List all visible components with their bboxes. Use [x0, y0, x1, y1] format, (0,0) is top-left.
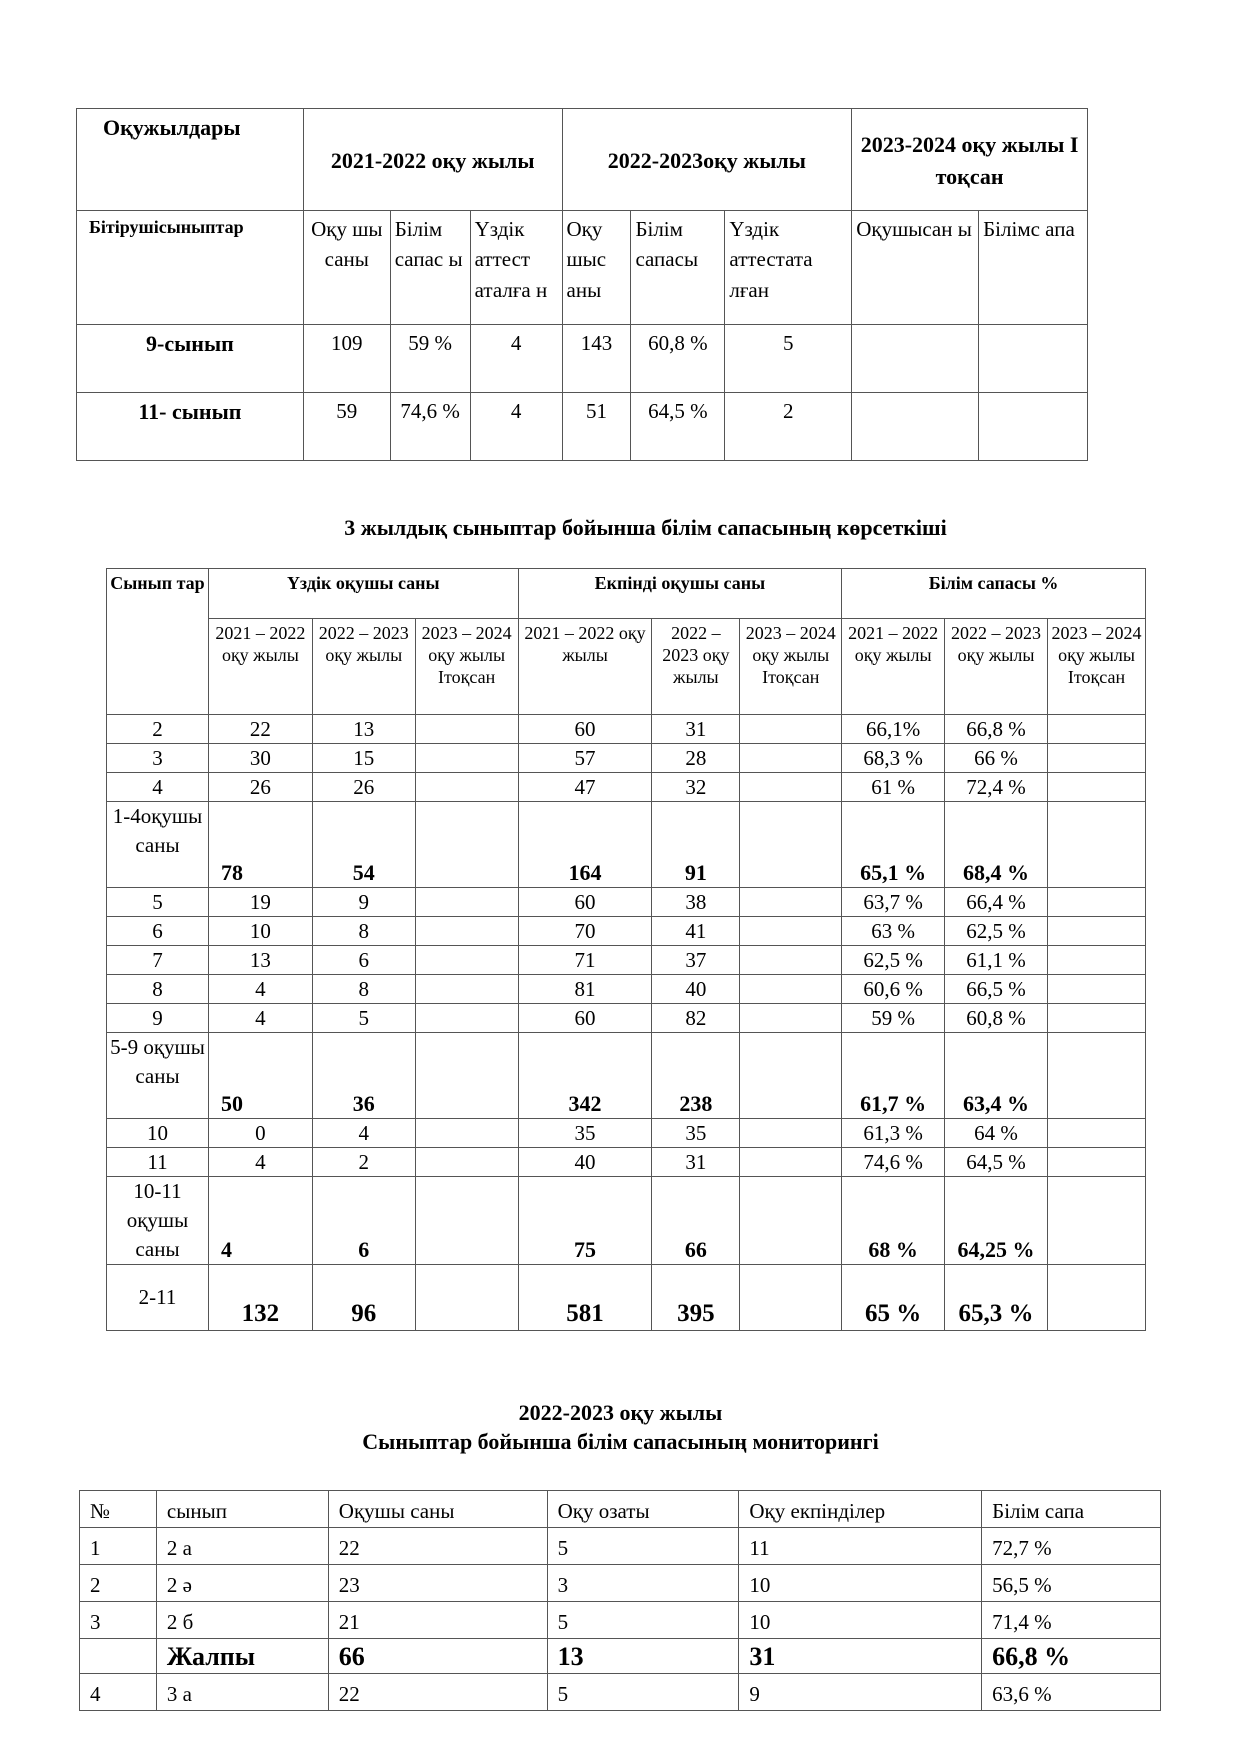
cell: 66,1%: [842, 715, 945, 744]
year-subheader: 2022 – 2023 оқу жылы: [945, 619, 1048, 715]
table-row: [80, 1528, 1161, 1565]
cell: 2 ә: [156, 1565, 328, 1602]
table-row: [107, 917, 1146, 946]
cell: 3 а: [156, 1674, 328, 1711]
cell: [1048, 744, 1146, 773]
cell: [415, 1033, 518, 1119]
cell: [979, 393, 1088, 461]
cell: 132: [208, 1264, 312, 1330]
row-label: 5: [107, 888, 209, 917]
cell: 64,5 %: [631, 393, 725, 461]
cell: 22: [208, 715, 312, 744]
cell: [1048, 715, 1146, 744]
cell: [740, 1004, 842, 1033]
cell: 6: [312, 946, 415, 975]
cell: 68,4 %: [945, 802, 1048, 888]
table-row: [107, 946, 1146, 975]
table-row: [80, 1565, 1161, 1602]
cell: 4: [470, 325, 562, 393]
cell: 35: [652, 1119, 740, 1148]
cell: [415, 1177, 518, 1265]
cell: 65,3 %: [945, 1264, 1048, 1330]
cell: 11: [739, 1528, 982, 1565]
cell: [740, 802, 842, 888]
cell: 10: [208, 917, 312, 946]
group-header: Үздік оқушы саны: [208, 569, 518, 619]
cell: 143: [562, 325, 631, 393]
cell: 70: [518, 917, 652, 946]
header-row: [80, 1491, 1161, 1528]
cell: 64 %: [945, 1119, 1048, 1148]
class-header: сынып: [156, 1491, 328, 1528]
cell: 21: [328, 1602, 547, 1639]
cell: 2: [80, 1565, 157, 1602]
cell: [1048, 946, 1146, 975]
year-subheader: 2021 – 2022 оқу жылы: [518, 619, 652, 715]
sub-header: Үздік аттестата лған: [725, 211, 852, 325]
table-row: [107, 1004, 1146, 1033]
cell: 3: [80, 1602, 157, 1639]
cell: 22: [328, 1528, 547, 1565]
cell: 78: [208, 802, 312, 888]
cell: 4: [208, 1004, 312, 1033]
cell: [740, 1177, 842, 1265]
table-row: [107, 715, 1146, 744]
cell: 5: [725, 325, 852, 393]
cell: 64,5 %: [945, 1148, 1048, 1177]
cell: 74,6 %: [842, 1148, 945, 1177]
table-row: [107, 888, 1146, 917]
cell: 30: [208, 744, 312, 773]
cell: 10: [739, 1565, 982, 1602]
cell: [740, 773, 842, 802]
cell: 5: [547, 1602, 739, 1639]
cell: 109: [303, 325, 390, 393]
cell: 13: [208, 946, 312, 975]
sub-header: Білімс апа: [979, 211, 1088, 325]
cell: [415, 715, 518, 744]
year-header: 2021-2022 оқу жылы: [303, 109, 562, 211]
cell: 60: [518, 715, 652, 744]
classes-header: Сынып тар: [107, 569, 209, 715]
cell: [415, 946, 518, 975]
cell: [1048, 1264, 1146, 1330]
cell: [415, 1148, 518, 1177]
cell: 51: [562, 393, 631, 461]
cell: 10: [739, 1602, 982, 1639]
row-label: 8: [107, 975, 209, 1004]
monitoring-table: [79, 1490, 1161, 1711]
corner-header: Оқужылдары: [77, 109, 304, 211]
cell: 35: [518, 1119, 652, 1148]
students-header: Оқушы саны: [328, 1491, 547, 1528]
cell: 395: [652, 1264, 740, 1330]
cell: 82: [652, 1004, 740, 1033]
table-row: [77, 393, 1088, 461]
row-label: 1-4оқушы саны: [107, 802, 209, 888]
table-body: [107, 715, 1146, 1331]
cell: 6: [312, 1177, 415, 1265]
cell: 66: [652, 1177, 740, 1265]
cell: [740, 1033, 842, 1119]
cell: 8: [312, 917, 415, 946]
cell: Жалпы: [156, 1639, 328, 1674]
graduating-classes-header: Бітірушісыныптар: [77, 211, 304, 325]
excellent-header: Оқу озаты: [547, 1491, 739, 1528]
cell: 91: [652, 802, 740, 888]
group-header: Екпінді оқушы саны: [518, 569, 842, 619]
cell: [415, 802, 518, 888]
cell: 59 %: [842, 1004, 945, 1033]
cell: [1048, 1177, 1146, 1265]
cell: 61 %: [842, 773, 945, 802]
cell: [415, 975, 518, 1004]
cell: 62,5 %: [842, 946, 945, 975]
cell: 72,7 %: [982, 1528, 1161, 1565]
cell: 4: [208, 1177, 312, 1265]
cell: 64,25 %: [945, 1177, 1048, 1265]
table-row: [80, 1602, 1161, 1639]
row-label: 9-сынып: [77, 325, 304, 393]
cell: 71,4 %: [982, 1602, 1161, 1639]
cell: 238: [652, 1033, 740, 1119]
table-row: [107, 1033, 1146, 1119]
cell: 26: [312, 773, 415, 802]
year-subheader: 2023 – 2024 оқу жылы Ітоқсан: [1048, 619, 1146, 715]
cell: 72,4 %: [945, 773, 1048, 802]
cell: 31: [652, 715, 740, 744]
table-row: [107, 744, 1146, 773]
table-row: [80, 1674, 1161, 1711]
number-header: №: [80, 1491, 157, 1528]
cell: 68,3 %: [842, 744, 945, 773]
cell: 13: [312, 715, 415, 744]
cell: [740, 1264, 842, 1330]
row-label: 3: [107, 744, 209, 773]
cell: 31: [739, 1639, 982, 1674]
cell: [740, 744, 842, 773]
cell: 9: [312, 888, 415, 917]
table-row: [107, 802, 1146, 888]
cell: [415, 917, 518, 946]
cell: 62,5 %: [945, 917, 1048, 946]
cell: [1048, 917, 1146, 946]
row-label: 10: [107, 1119, 209, 1148]
row-label: 2-11: [107, 1264, 209, 1330]
cell: 68 %: [842, 1177, 945, 1265]
cell: 581: [518, 1264, 652, 1330]
cell: 66: [328, 1639, 547, 1674]
cell: 40: [518, 1148, 652, 1177]
cell: 60,8 %: [945, 1004, 1048, 1033]
cell: 56,5 %: [982, 1565, 1161, 1602]
cell: 60: [518, 1004, 652, 1033]
cell: 22: [328, 1674, 547, 1711]
cell: 4: [470, 393, 562, 461]
row-label: 11- сынып: [77, 393, 304, 461]
cell: 37: [652, 946, 740, 975]
cell: [740, 917, 842, 946]
cell: [1048, 1033, 1146, 1119]
table-row: [107, 773, 1146, 802]
cell: 41: [652, 917, 740, 946]
cell: 66,4 %: [945, 888, 1048, 917]
cell: [740, 888, 842, 917]
cell: 96: [312, 1264, 415, 1330]
sub-header: Білім сапасы: [631, 211, 725, 325]
row-label: 7: [107, 946, 209, 975]
cell: [852, 393, 979, 461]
cell: 74,6 %: [390, 393, 470, 461]
cell: 47: [518, 773, 652, 802]
cell: [1048, 975, 1146, 1004]
cell: [415, 1264, 518, 1330]
cell: 66,8 %: [982, 1639, 1161, 1674]
cell: 19: [208, 888, 312, 917]
cell: 2 а: [156, 1528, 328, 1565]
cell: [740, 715, 842, 744]
year-subheader: 2023 – 2024 оқу жылы Ітоқсан: [415, 619, 518, 715]
year-header: 2022-2023оқу жылы: [562, 109, 852, 211]
cell: 59: [303, 393, 390, 461]
cell: [1048, 1119, 1146, 1148]
cell: [740, 975, 842, 1004]
cell: 5: [312, 1004, 415, 1033]
cell: 32: [652, 773, 740, 802]
quality-header: Білім сапа: [982, 1491, 1161, 1528]
cell: 66,5 %: [945, 975, 1048, 1004]
table-row: [107, 1119, 1146, 1148]
cell: 60,8 %: [631, 325, 725, 393]
cell: [1048, 1004, 1146, 1033]
cell: 8: [312, 975, 415, 1004]
row-label: 5-9 оқушы саны: [107, 1033, 209, 1119]
cell: 54: [312, 802, 415, 888]
cell: 13: [547, 1639, 739, 1674]
table-row: [107, 975, 1146, 1004]
sub-header: Оқу шы саны: [303, 211, 390, 325]
cell: 15: [312, 744, 415, 773]
year-subheader: 2023 – 2024 оқу жылы Ітоқсан: [740, 619, 842, 715]
cell: 63,7 %: [842, 888, 945, 917]
cell: [979, 325, 1088, 393]
cell: 342: [518, 1033, 652, 1119]
cell: [740, 946, 842, 975]
sub-header: Оқу шыс аны: [562, 211, 631, 325]
table-row: [107, 1148, 1146, 1177]
table-row: [107, 1177, 1146, 1265]
year-subheader: 2022 – 2023 оқу жылы: [312, 619, 415, 715]
cell: 60,6 %: [842, 975, 945, 1004]
cell: 81: [518, 975, 652, 1004]
quality-3-years-table: [106, 568, 1146, 1331]
cell: 4: [208, 975, 312, 1004]
cell: 63,6 %: [982, 1674, 1161, 1711]
cell: 2 б: [156, 1602, 328, 1639]
cell: [415, 1004, 518, 1033]
cell: 164: [518, 802, 652, 888]
cell: 60: [518, 888, 652, 917]
table-row: [107, 1264, 1146, 1330]
cell: 61,1 %: [945, 946, 1048, 975]
year-subheader: 2021 – 2022 оқу жылы: [208, 619, 312, 715]
cell: 71: [518, 946, 652, 975]
cell: 0: [208, 1119, 312, 1148]
cell: [415, 888, 518, 917]
row-label: 9: [107, 1004, 209, 1033]
section-title: 3 жылдық сыныптар бойынша білім сапасының көрсеткіші: [344, 515, 947, 540]
cell: 4: [80, 1674, 157, 1711]
graduates-table: [76, 108, 1088, 461]
sub-header: Оқушысан ы: [852, 211, 979, 325]
cell: 4: [208, 1148, 312, 1177]
cell: 36: [312, 1033, 415, 1119]
cell: [740, 1119, 842, 1148]
cell: [80, 1639, 157, 1674]
cell: 4: [312, 1119, 415, 1148]
sub-header: Білім сапас ы: [390, 211, 470, 325]
cell: 65 %: [842, 1264, 945, 1330]
table-row: [77, 325, 1088, 393]
cell: 63,4 %: [945, 1033, 1048, 1119]
cell: 75: [518, 1177, 652, 1265]
cell: 5: [547, 1528, 739, 1565]
cell: 66,8 %: [945, 715, 1048, 744]
cell: 2: [725, 393, 852, 461]
section-title-monitoring: Сыныптар бойынша білім сапасының мониторингі: [362, 1429, 879, 1454]
cell: 3: [547, 1565, 739, 1602]
year-header: 2023-2024 оқу жылы І тоқсан: [852, 109, 1088, 211]
cell: 26: [208, 773, 312, 802]
row-label: 4: [107, 773, 209, 802]
cell: [1048, 888, 1146, 917]
cell: 5: [547, 1674, 739, 1711]
cell: 38: [652, 888, 740, 917]
year-subheader: 2022 – 2023 оқу жылы: [652, 619, 740, 715]
cell: 61,7 %: [842, 1033, 945, 1119]
cell: 66 %: [945, 744, 1048, 773]
cell: 23: [328, 1565, 547, 1602]
cell: 40: [652, 975, 740, 1004]
cell: 61,3 %: [842, 1119, 945, 1148]
cell: [415, 744, 518, 773]
row-label: 11: [107, 1148, 209, 1177]
cell: 28: [652, 744, 740, 773]
year-subheader: 2021 – 2022 оқу жылы: [842, 619, 945, 715]
cell: 31: [652, 1148, 740, 1177]
cell: 65,1 %: [842, 802, 945, 888]
cell: 57: [518, 744, 652, 773]
cell: 9: [739, 1674, 982, 1711]
sub-header: Үздік аттест аталға н: [470, 211, 562, 325]
cell: [740, 1148, 842, 1177]
section-title-year: 2022-2023 оқу жылы: [518, 1400, 723, 1425]
cell: [415, 773, 518, 802]
cell: [1048, 773, 1146, 802]
cell: [415, 1119, 518, 1148]
row-label: 6: [107, 917, 209, 946]
good-header: Оқу екпінділер: [739, 1491, 982, 1528]
group-header: Білім сапасы %: [842, 569, 1146, 619]
cell: 50: [208, 1033, 312, 1119]
total-row: [80, 1639, 1161, 1674]
cell: [1048, 1148, 1146, 1177]
cell: 1: [80, 1528, 157, 1565]
cell: [852, 325, 979, 393]
cell: 59 %: [390, 325, 470, 393]
cell: 2: [312, 1148, 415, 1177]
row-label: 10-11 оқушы саны: [107, 1177, 209, 1265]
row-label: 2: [107, 715, 209, 744]
cell: [1048, 802, 1146, 888]
cell: 63 %: [842, 917, 945, 946]
